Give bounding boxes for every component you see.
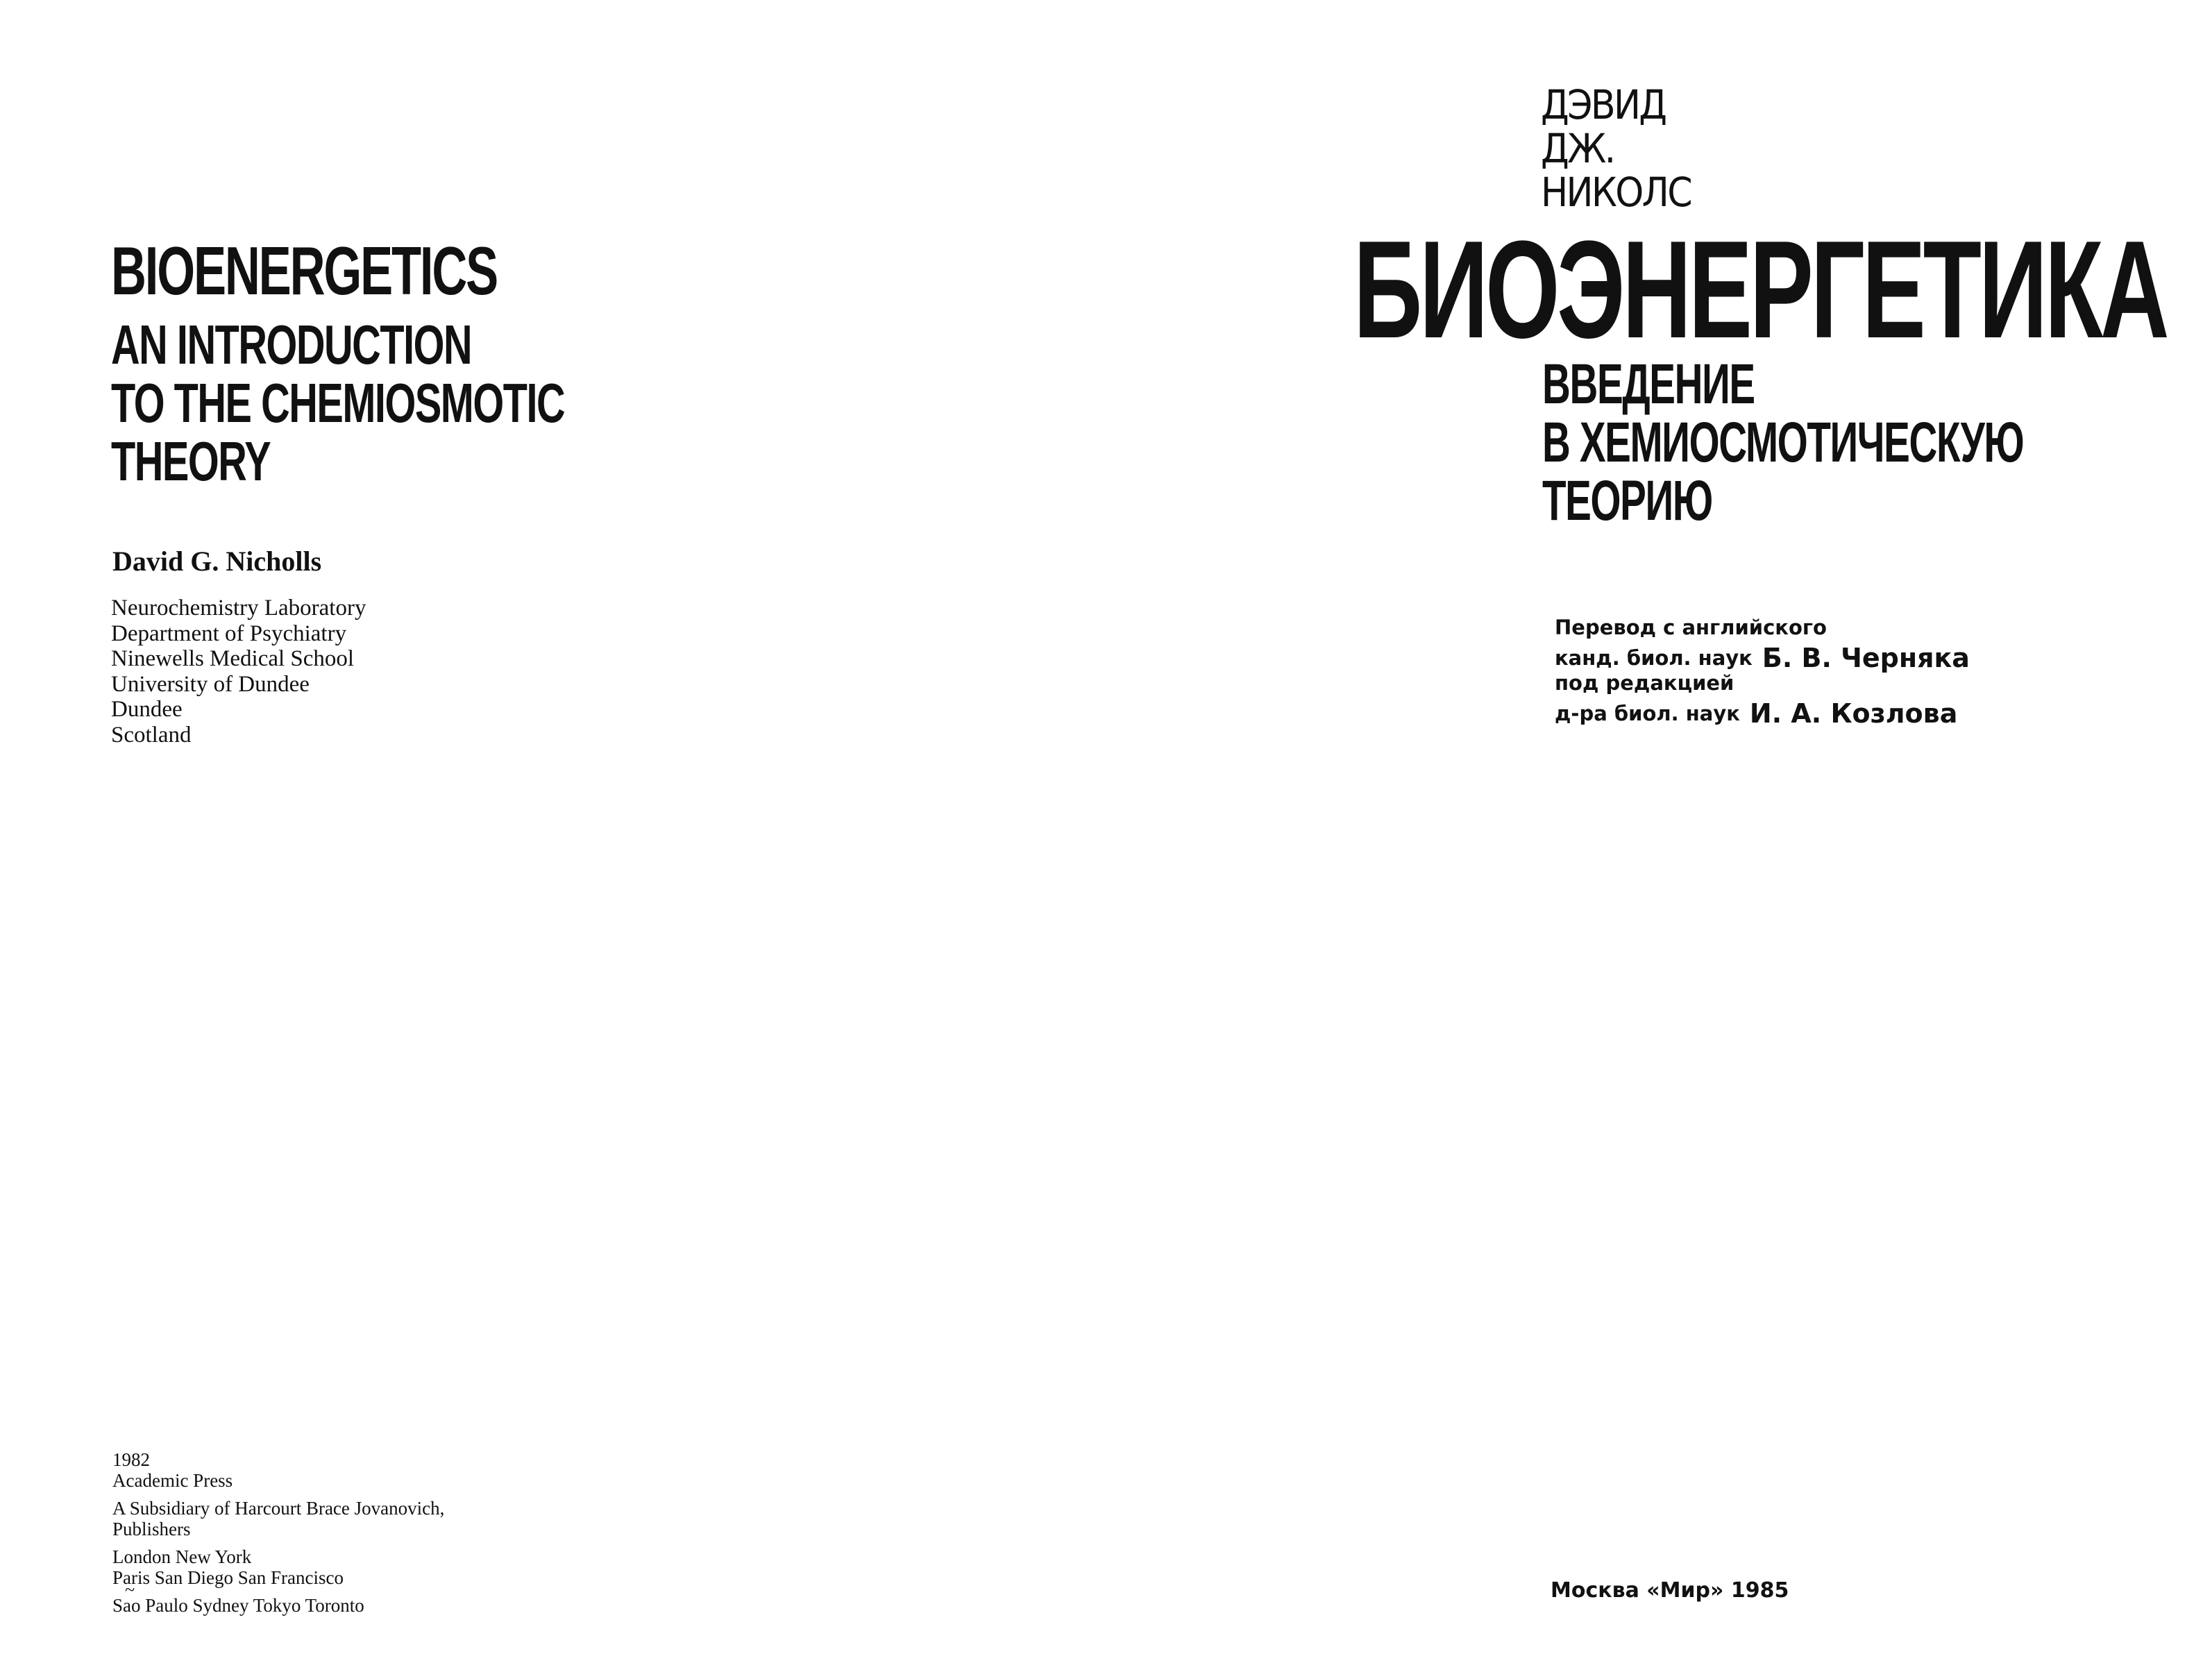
russian-author-name [1541,83,1691,214]
russian-author-line: НИКОЛС [1541,169,1691,216]
affiliation-line: Ninewells Medical School [111,646,355,671]
editor-degree: д-ра биол. наук [1555,702,1740,725]
translator-line [1555,639,1970,673]
translation-label: Перевод с английского [1555,616,1827,639]
affiliation-line: Scotland [111,722,192,748]
publisher-cities: Paris San Diego San Francisco [112,1567,344,1588]
translator-name: Б. В. Черняка [1762,643,1970,673]
russian-subtitle [1542,355,2023,530]
editor-label: под редакцией [1555,671,1734,695]
author-affiliation [111,596,366,748]
russian-author-line: ДЖ. [1541,125,1614,172]
english-author-name: David G. Nicholls [112,546,322,577]
russian-subtitle-line: ВВЕДЕНИЕ [1542,353,1755,416]
english-subtitle-line: TO THE CHEMIOSMOTIC [111,372,565,434]
affiliation-line: Dundee [111,697,183,722]
russian-author-line: ДЭВИД [1541,81,1666,128]
publisher-subsidiary-cont: Publishers [112,1519,191,1539]
affiliation-line: Neurochemistry Laboratory [111,596,366,621]
english-subtitle [111,316,564,491]
russian-subtitle-line: В ХЕМИОСМОТИЧЕСКУЮ [1542,411,2024,474]
publisher-cities: London New York [112,1546,252,1567]
russian-subtitle-line: ТЕОРИЮ [1542,469,1712,532]
english-subtitle-line: AN INTRODUCTION [111,314,472,375]
russian-book-title: БИОЭНЕРГЕТИКА [1353,212,2167,367]
editor-line [1555,695,1970,729]
editor-name: И. А. Козлова [1749,698,1958,729]
publisher-name: Academic Press [112,1470,233,1491]
english-subtitle-line: THEORY [111,430,271,492]
translator-degree: канд. биол. наук [1555,646,1753,670]
publisher-cities-rest: Paulo Sydney Tokyo Toronto [140,1595,364,1616]
russian-title-page [1106,0,2212,1663]
publication-year: 1982 [112,1449,150,1470]
sao-with-tilde: Sao ~ [112,1595,141,1616]
publisher-subsidiary: A Subsidiary of Harcourt Brace Jovanovich, [112,1498,445,1519]
english-publisher-block [112,1449,444,1616]
english-book-title: BIOENERGETICS [111,233,498,309]
russian-imprint: Москва «Мир» 1985 [1551,1578,1789,1603]
translation-credits [1555,614,1970,729]
affiliation-line: University of Dundee [111,671,310,697]
affiliation-line: Department of Psychiatry [111,621,347,646]
publisher-cities [112,1595,444,1616]
